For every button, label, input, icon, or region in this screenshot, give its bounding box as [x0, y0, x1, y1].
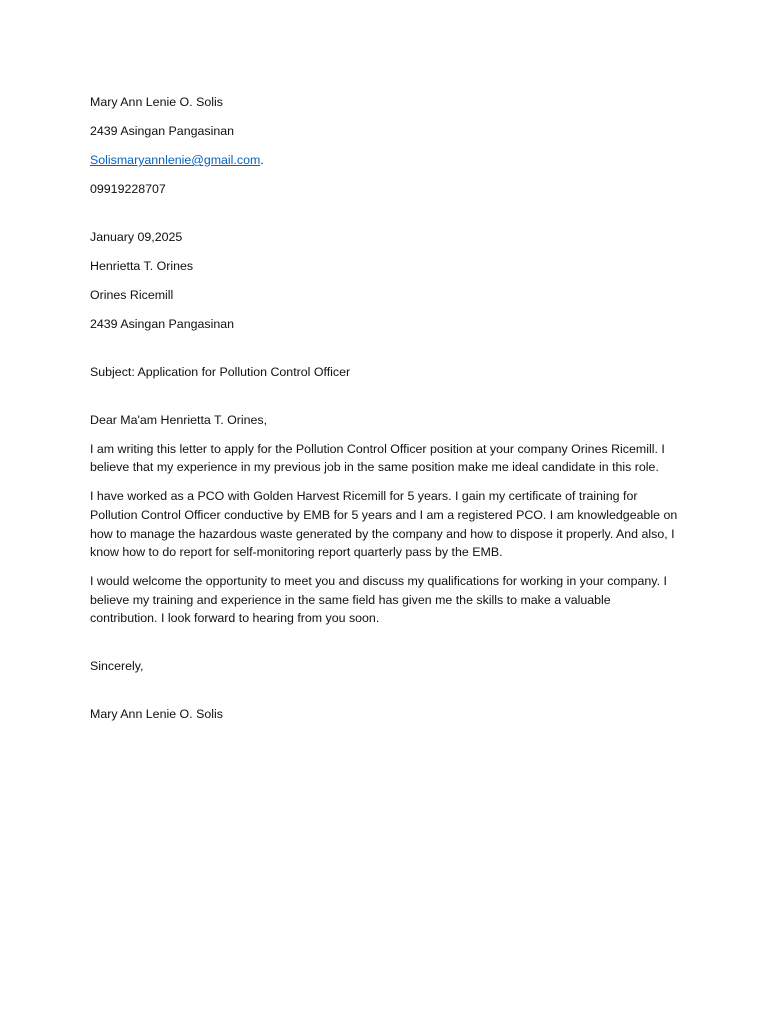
- recipient-address: 2439 Asingan Pangasinan: [90, 316, 234, 331]
- subject-line: Subject: Application for Pollution Control Officer: [90, 364, 351, 379]
- letter-date: January 09,2025: [90, 229, 183, 244]
- sender-phone: 09919228707: [90, 181, 166, 196]
- recipient-name: Henrietta T. Orines: [90, 258, 194, 273]
- sender-email-suffix: .: [260, 152, 264, 167]
- closing: Sincerely,: [90, 659, 144, 674]
- sender-email-line: [90, 151, 680, 170]
- spacer: [90, 638, 680, 657]
- recipient-company: Orines Ricemill: [90, 287, 174, 302]
- body-paragraph-3: I would welcome the opportunity to meet you and discuss my qualifications for working in your company. I believe my training and experience in the same field has given me the skills to make a valuable contribution. I look forward to hearing from you soon.: [90, 574, 667, 626]
- signature-name: Mary Ann Lenie O. Solis: [90, 707, 223, 722]
- salutation: Dear Ma'am Henrietta T. Orines,: [90, 412, 268, 427]
- spacer: [90, 686, 680, 705]
- spacer: [90, 344, 680, 363]
- body-paragraph-1: I am writing this letter to apply for the Pollution Control Officer position at your company Orines Ricemill. I believe that my experience in my previous job in the same position make me ideal candidate in this role.: [90, 441, 665, 475]
- spacer: [90, 209, 680, 228]
- sender-name: Mary Ann Lenie O. Solis: [90, 95, 223, 109]
- spacer: [90, 392, 680, 411]
- body-paragraph-2: I have worked as a PCO with Golden Harvest Ricemill for 5 years. I gain my certificate of training for Pollution Control Officer conductive by EMB for 5 years and I am a registered PCO. I am knowledgeable on how to manage the hazardous waste generated by the company and how to dispose it properly. And also, I know how to do report for self-monitoring report quarterly pass by the EMB.: [90, 489, 678, 560]
- cover-letter: [90, 93, 680, 734]
- sender-email-link[interactable]: Solismaryannlenie@gmail.com: [90, 152, 261, 167]
- sender-address: 2439 Asingan Pangasinan: [90, 123, 234, 138]
